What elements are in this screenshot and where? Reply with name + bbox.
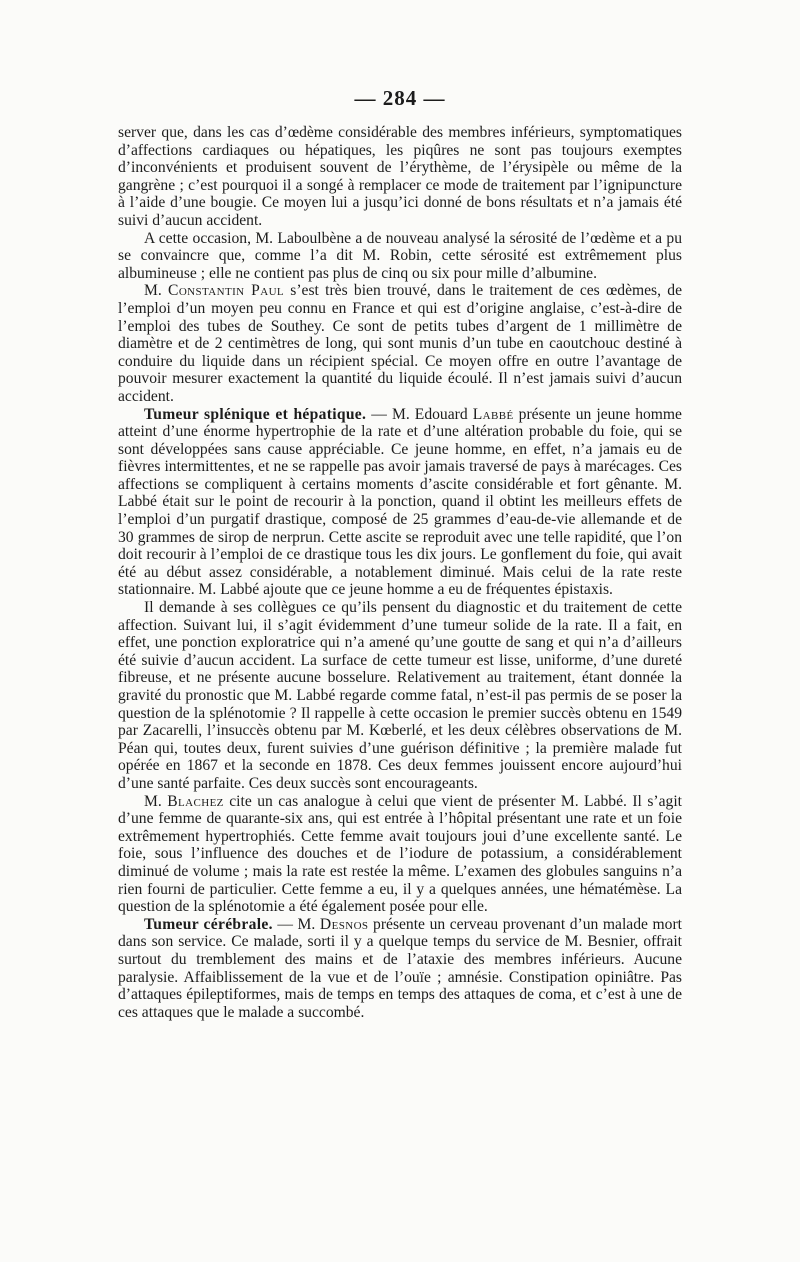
paragraph-text: A cette occasion, M. Laboulbène a de nouveau analysé la sérosité de l’œdème et a pu se convaincre que, comme l’a dit M. Robin, cette sérosité est extrêmement plus albumineuse ; elle ne contient pas plus de cinq ou six pour mille d’albumine. xyxy=(118,229,682,282)
body-text xyxy=(118,124,682,1021)
speaker-prefix: M. xyxy=(144,282,162,300)
paragraph-text: présente un jeune homme atteint d’une énorme hypertrophie de la rate et d’une altération probable du foie, qui se sont développées sans cause appréciable. Ce jeune homme, en effet, n’a jamais eu de fièvres intermittentes, et ne se rappelle pas avoir jamais traversé de pays à marécages. Ces affections se compliquent à certains moments d’ascite considérable et fort gênante. M. Labbé était sur le point de recourir à la ponction, quand il obtint les meilleurs effets de l’emploi d’un purgatif drastique, composé de 25 grammes d’eau-de-vie allemande et de 30 grammes de sirop de nerprun. Cette ascite se reproduit avec une telle rapidité, que l’on doit recourir à l’emploi de ce drastique tous les dix jours. Le gonflement du foie, qui avait été au début assez considérable, a notablement diminué. Mais celui de la rate reste stationnaire. M. Labbé ajoute que ce jeune homme a eu de fréquentes épistaxis. xyxy=(118,405,682,599)
paragraph-splenotomie xyxy=(118,599,682,793)
section-heading: Tumeur cérébrale. xyxy=(144,915,273,933)
paragraph-text: Il demande à ses collègues ce qu’ils pensent du diagnostic et du traitement de cette affection. Suivant lui, il s’agit évidemment d’une tumeur solide de la rate. Il a fait, en effet, une ponction exploratrice qui n’a amené qu’une goutte de sang et qui n’a d’ailleurs été suivie d’aucun accident. La surface de cette tumeur est lisse, uniforme, d’une dureté fibreuse, et ne présente aucune bosselure. Relativement au traitement, étant donnée la gravité du pronostic que M. Labbé regarde comme fatal, n’est-il pas permis de se poser la question de la splénotomie ? Il rappelle à cette occasion le premier succès obtenu en 1549 par Zacarelli, l’insuccès obtenu par M. Kœberlé, et les deux célèbres observations de M. Péan qui, toutes deux, furent suivies d’une guérison définitive ; la première malade fut opérée en 1867 et la seconde en 1878. Ces deux femmes jouissent encore aujourd’hui d’une santé parfaite. Ces deux succès sont encourageants. xyxy=(118,599,682,792)
paragraph-blachez xyxy=(118,793,682,916)
paragraph-laboulbene xyxy=(118,230,682,283)
paragraph-text: présente un cerveau provenant d’un malade mort dans son service. Ce malade, sorti il y a quelque temps du service de M. Besnier, offrait surtout du tremblement des mains et de l’ataxie des membres inférieurs. Aucune paralysie. Affaiblissement de la vue et de l’ouïe ; amnésie. Constipation opiniâtre. Pas d’attaques épileptiformes, mais de temps en temps des attaques de coma, et c’est à une de ces attaques que le malade a succombé. xyxy=(118,915,682,1021)
paragraph-continuation xyxy=(118,124,682,230)
speaker-name: Desnos xyxy=(319,915,369,933)
paragraph-constantin-paul xyxy=(118,282,682,405)
heading-dash: — M. xyxy=(277,915,316,933)
paragraph-tumeur-cerebrale xyxy=(118,916,682,1022)
paragraph-text: server que, dans les cas d’œdème considérable des membres inférieurs, symptomatiques d’affections cardiaques ou hépatiques, les piqûres ne sont pas toujours exemptes d’inconvénients et produisent souvent de l’érythème, de l’érysipèle ou même de la gangrène ; c’est pourquoi il a songé à remplacer ce mode de traitement par l’ignipuncture à l’aide d’une bougie. Ce moyen lui a jusqu’ici donné de bons résultats et n’a jamais été suivi d’aucun accident. xyxy=(118,124,682,229)
heading-dash: — M. Edouard xyxy=(371,405,468,423)
speaker-prefix: M. xyxy=(144,792,162,810)
page-number: — 284 — xyxy=(354,86,446,110)
paragraph-tumeur-splenique xyxy=(118,406,682,600)
speaker-name: Labbé xyxy=(472,405,514,423)
speaker-name: Constantin Paul xyxy=(168,282,285,300)
paragraph-text: s’est très bien trouvé, dans le traitement de ces œdèmes, de l’emploi d’un moyen peu connu en France et qui est d’origine anglaise, c’est-à-dire de l’emploi des tubes de Southey. Ce sont de petits tubes d’argent de 1 millimètre de diamètre et de 2 centimètres de long, qui sont munis d’un tube en caoutchouc destiné à conduire du liquide dans un récipient spécial. Ce moyen offre en outre l’avantage de pouvoir mesurer exactement la quantité du liquide écoulé. Il n’est jamais suivi d’aucun accident. xyxy=(118,282,682,405)
speaker-name: Blachez xyxy=(167,792,224,810)
section-heading: Tumeur splénique et hépatique. xyxy=(144,405,367,423)
paragraph-text: cite un cas analogue à celui que vient de présenter M. Labbé. Il s’agit d’une femme de quarante-six ans, qui est entrée à l’hôpital présentant une rate et un foie extrêmement hypertrophiés. Cette femme avait toujours joui d’une excellente santé. Le foie, sous l’influence des douches et de l’iodure de potassium, a considérablement diminué de volume ; mais la rate est restée la même. L’examen des globules sanguins n’a rien fourni de particulier. Cette femme a eu, il y a quelques années, une hématémèse. La question de la splénotomie a été également posée pour elle. xyxy=(118,792,682,916)
